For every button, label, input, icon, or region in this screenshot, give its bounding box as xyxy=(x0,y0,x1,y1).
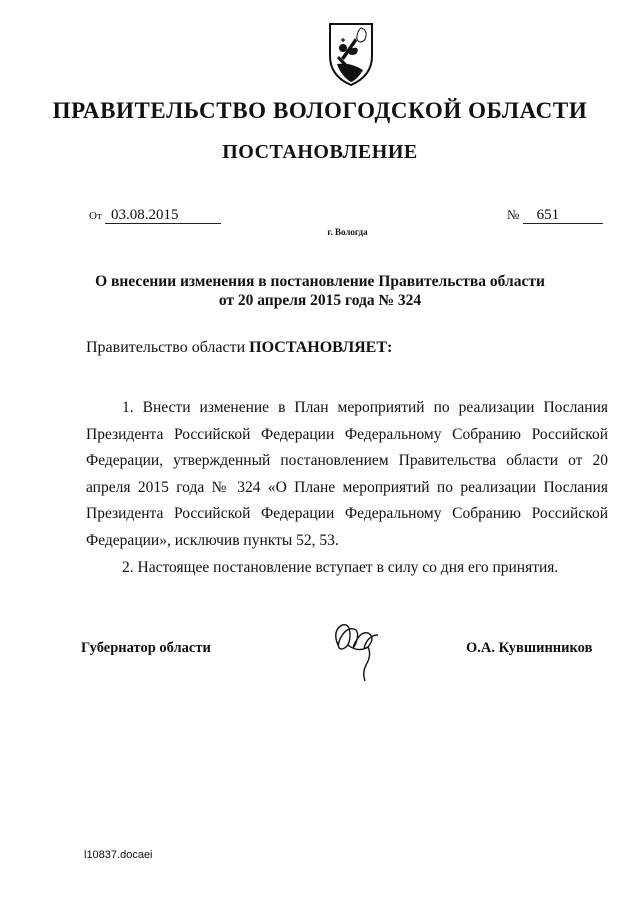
file-reference: l10837.docaei xyxy=(84,849,153,861)
document-number xyxy=(507,207,603,224)
date-value: 03.08.2015 xyxy=(105,208,221,224)
signer-title: Губернатор области xyxy=(81,640,211,656)
body-item-2: 2. Настоящее постановление вступает в силу со дня его принятия. xyxy=(122,558,559,576)
number-label: № xyxy=(507,207,520,222)
subject-line-1: О внесении изменения в постановление Правительства области xyxy=(95,273,545,290)
decree-word: ПОСТАНОВЛЯЕТ: xyxy=(249,339,393,356)
document-body xyxy=(86,395,608,581)
coat-of-arms-icon xyxy=(327,20,375,88)
preamble-text: Правительство области xyxy=(86,339,246,356)
signer-name: О.А. Кувшинников xyxy=(466,640,593,656)
subject-line-2: от 20 апреля 2015 года № 324 xyxy=(218,292,422,309)
organization-title: ПРАВИТЕЛЬСТВО ВОЛОГОДСКОЙ ОБЛАСТИ xyxy=(52,98,588,123)
preamble xyxy=(86,339,392,357)
document-type: ПОСТАНОВЛЕНИЕ xyxy=(222,141,418,163)
body-item-1: 1. Внести изменение в План мероприятий по реализации Послания Президента Российской Федерации Федеральному Собранию Российской Федерации, утвержденный постановлением Правительства области от 20 апреля 2015 года № 324 «О Плане мероприятий по реализации Послания Президента Российской Федерации Федеральному Собранию Российской Федерации», исключив пункты 52, 53. xyxy=(86,399,608,549)
handwritten-signature-icon xyxy=(330,615,384,685)
document-date xyxy=(89,207,221,224)
document-subject xyxy=(0,272,640,310)
city-line: г. Вологда xyxy=(327,227,368,237)
date-label: От xyxy=(89,210,102,222)
number-value: 651 xyxy=(523,208,603,224)
